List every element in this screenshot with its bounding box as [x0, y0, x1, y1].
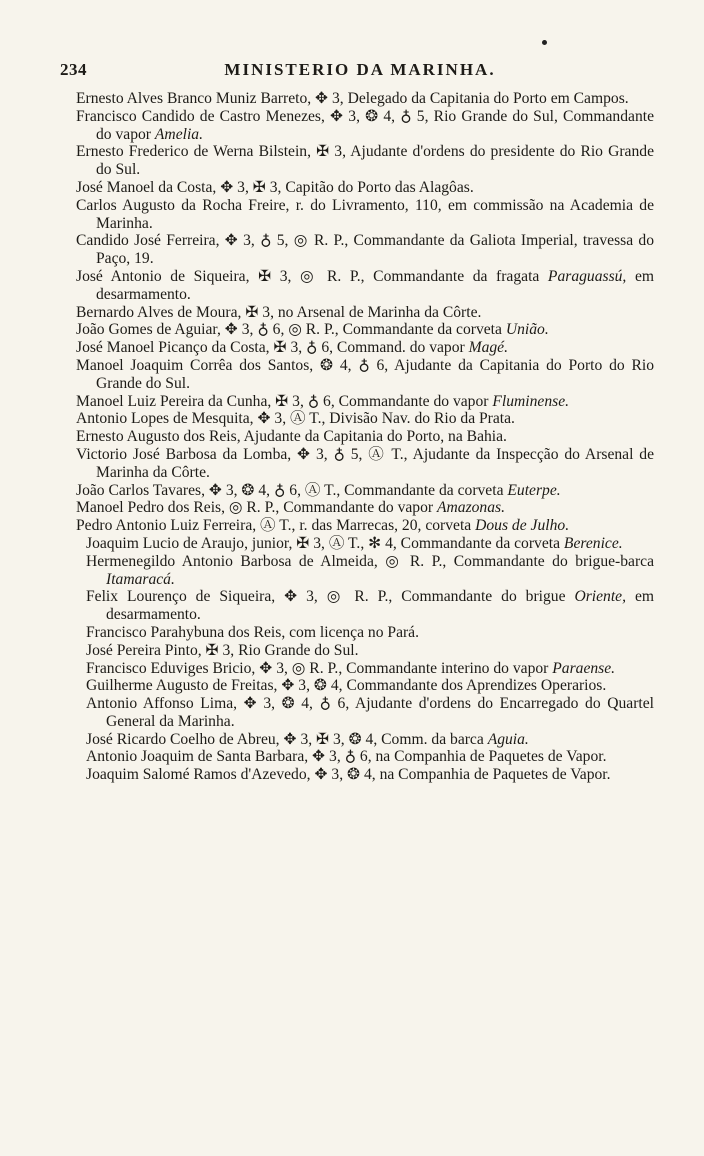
entry-text: Francisco Candido de Castro Menezes, ✥ 3, ❂ 4, ♁ 5, Rio Grande do Sul, Commandante do vapor	[76, 107, 654, 143]
entry-text: Candido José Ferreira, ✥ 3, ♁ 5, ◎ R. P., Commandante da Galiota Imperial, travessa do Paço, 19.	[76, 232, 654, 268]
roster-entry	[76, 268, 654, 304]
entry-text: Felix Lourenço de Siqueira, ✥ 3, ◎ R. P., Commandante do brigue	[86, 588, 575, 606]
ship-name: Amelia.	[154, 125, 203, 143]
roster-entry	[76, 304, 654, 322]
roster-entry	[76, 731, 654, 749]
roster-entry	[76, 642, 654, 660]
entry-text: em desarmamento.	[106, 588, 655, 624]
entry-text: Manoel Pedro dos Reis, ◎ R. P., Commandante do vapor	[76, 499, 437, 517]
entry-text: João Carlos Tavares, ✥ 3, ❂ 4, ♁ 6, Ⓐ T., Commandante da corveta	[76, 481, 508, 499]
roster-entry	[76, 517, 654, 535]
entry-text: Carlos Augusto da Rocha Freire, r. do Livramento, 110, em commissão na Academia de Marinha.	[76, 196, 654, 232]
roster-entry	[76, 499, 654, 517]
entry-text: José Antonio de Siqueira, ✠ 3, ◎ R. P., Commandante da fragata	[76, 267, 548, 285]
ship-name: Euterpe.	[507, 481, 561, 499]
entry-text: Ernesto Alves Branco Muniz Barreto, ✥ 3, Delegado da Capitania do Porto em Campos.	[76, 90, 629, 107]
entry-text: Antonio Lopes de Mesquita, ✥ 3, Ⓐ T., Divisão Nav. do Rio da Prata.	[76, 410, 515, 428]
entry-text: Francisco Parahybuna dos Reis, com licença no Pará.	[86, 623, 420, 641]
ink-speck-mark	[542, 40, 547, 45]
entry-text: Hermenegildo Antonio Barbosa de Almeida, ◎ R. P., Commandante do brigue-barca	[86, 552, 654, 570]
roster-entry	[76, 535, 654, 553]
roster-entries	[76, 90, 654, 784]
running-title: MINISTERIO DA MARINHA.	[224, 60, 496, 79]
roster-entry	[76, 179, 654, 197]
ship-name: Fluminense.	[492, 392, 570, 410]
page-header	[60, 60, 660, 86]
roster-entry	[76, 553, 654, 589]
entry-text: Ernesto Augusto dos Reis, Ajudante da Capitania do Porto, na Bahia.	[76, 428, 507, 446]
entry-text: José Pereira Pinto, ✠ 3, Rio Grande do Sul.	[86, 641, 359, 659]
entry-text: Victorio José Barbosa da Lomba, ✥ 3, ♁ 5, Ⓐ T., Ajudante da Inspecção do Arsenal de Marinha da Côrte.	[76, 445, 654, 481]
ship-name: Oriente,	[574, 588, 627, 606]
roster-entry	[76, 321, 654, 339]
ship-name: Itamaracá.	[106, 570, 175, 588]
entry-text: Joaquim Lucio de Araujo, junior, ✠ 3, Ⓐ T., ✻ 4, Commandante da corveta	[86, 534, 564, 552]
roster-entry	[76, 197, 654, 233]
roster-entry	[76, 410, 654, 428]
roster-entry	[76, 357, 654, 393]
roster-entry	[76, 748, 654, 766]
entry-text: Manoel Joaquim Corrêa dos Santos, ❂ 4, ♁ 6, Ajudante da Capitania do Porto do Rio Grande do Sul.	[76, 356, 654, 392]
roster-entry	[76, 393, 654, 411]
roster-entry	[76, 90, 654, 108]
entry-text: Bernardo Alves de Moura, ✠ 3, no Arsenal de Marinha da Côrte.	[76, 303, 482, 321]
ship-name: Paraguassú,	[547, 267, 627, 285]
roster-entry	[76, 446, 654, 482]
roster-entry	[76, 588, 654, 624]
roster-entry	[76, 677, 654, 695]
roster-entry	[76, 482, 654, 500]
roster-entry	[76, 143, 654, 179]
entry-text: Manoel Luiz Pereira da Cunha, ✠ 3, ♁ 6, Commandante do vapor	[76, 392, 493, 410]
entry-text: José Manoel Picanço da Costa, ✠ 3, ♁ 6, Command. do vapor	[76, 339, 469, 357]
ship-name: Berenice.	[563, 534, 623, 552]
roster-entry	[76, 624, 654, 642]
page-number: 234	[60, 60, 87, 79]
roster-entry	[76, 766, 654, 784]
entry-text: José Manoel da Costa, ✥ 3, ✠ 3, Capitão do Porto das Alagôas.	[76, 178, 474, 196]
entry-text: em desarmamento.	[96, 267, 654, 303]
entry-text: José Ricardo Coelho de Abreu, ✥ 3, ✠ 3, ❂ 4, Comm. da barca	[86, 730, 488, 748]
entry-text: Ernesto Frederico de Werna Bilstein, ✠ 3, Ajudante d'ordens do presidente do Rio Grande do Sul.	[76, 143, 654, 179]
entry-text: Francisco Eduviges Bricio, ✥ 3, ◎ R. P., Commandante interino do vapor	[86, 659, 553, 677]
roster-entry	[76, 108, 654, 144]
entry-text: Antonio Affonso Lima, ✥ 3, ❂ 4, ♁ 6, Ajudante d'ordens do Encarregado do Quartel General da Marinha.	[86, 695, 654, 730]
ship-name: Aguia.	[487, 730, 529, 748]
ship-name: Paraense.	[552, 659, 616, 677]
roster-entry	[76, 695, 654, 731]
roster-entry	[76, 428, 654, 446]
roster-entry	[76, 660, 654, 678]
entry-text: Pedro Antonio Luiz Ferreira, Ⓐ T., r. das Marrecas, 20, corveta	[76, 517, 476, 535]
ship-name: União.	[505, 321, 549, 339]
ship-name: Dous de Julho.	[475, 517, 570, 535]
roster-entry	[76, 232, 654, 268]
ship-name: Amazonas.	[436, 499, 505, 517]
entry-text: Antonio Joaquim de Santa Barbara, ✥ 3, ♁ 6, na Companhia de Paquetes de Vapor.	[86, 748, 607, 766]
entry-text: Joaquim Salomé Ramos d'Azevedo, ✥ 3, ❂ 4, na Companhia de Paquetes de Vapor.	[86, 766, 611, 784]
entry-text: Guilherme Augusto de Freitas, ✥ 3, ❂ 4, Commandante dos Aprendizes Operarios.	[86, 677, 607, 695]
ship-name: Magé.	[468, 339, 508, 357]
entry-text: João Gomes de Aguiar, ✥ 3, ♁ 6, ◎ R. P., Commandante da corveta	[76, 321, 506, 339]
roster-entry	[76, 339, 654, 357]
